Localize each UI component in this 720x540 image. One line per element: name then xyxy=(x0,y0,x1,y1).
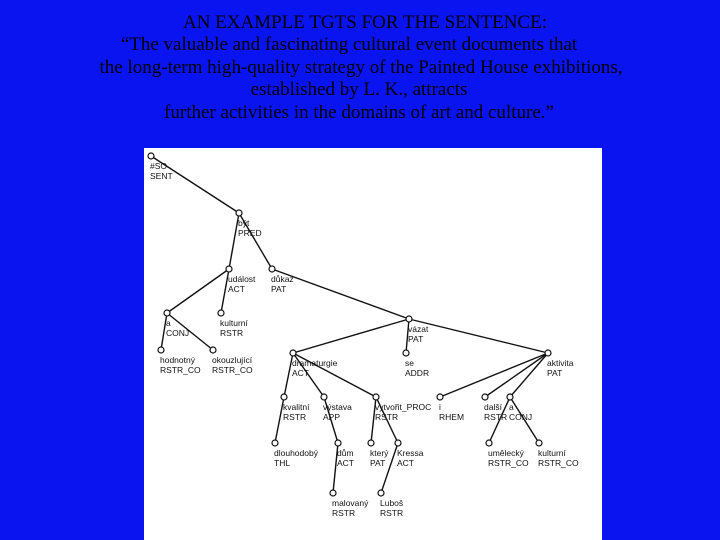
tree-node-label xyxy=(370,448,388,468)
node-lemma: malovaný xyxy=(332,498,369,508)
node-lemma: kulturní xyxy=(538,448,566,458)
tree-node-circle xyxy=(321,394,327,400)
tree-node-label xyxy=(271,274,294,294)
tree-node-label xyxy=(238,218,262,238)
tree-node-label xyxy=(166,318,189,338)
tree-node-label xyxy=(488,448,529,468)
tree-node-label xyxy=(375,402,431,422)
node-lemma: okouzlující xyxy=(212,355,253,365)
node-functor: RSTR xyxy=(484,412,508,422)
node-functor: SENT xyxy=(150,171,173,181)
node-lemma: i xyxy=(439,402,441,412)
tree-node-label xyxy=(538,448,579,468)
node-functor: ACT xyxy=(337,458,354,468)
node-lemma: aktivita xyxy=(547,358,574,368)
node-functor: ACT xyxy=(397,458,414,468)
node-functor: RSTR_CO xyxy=(212,365,253,375)
tree-node-label xyxy=(509,402,532,422)
tree-node-label xyxy=(228,274,255,294)
node-functor: THL xyxy=(274,458,291,468)
node-lemma: umělecký xyxy=(488,448,524,458)
title-line-3: the long-term high-quality strategy of the Painted House exhibitions, xyxy=(99,56,623,78)
node-functor: PAT xyxy=(408,334,424,344)
title-line-4: established by L. K., attracts xyxy=(250,79,468,101)
tree-node-circle xyxy=(373,394,379,400)
node-lemma: #SO xyxy=(150,161,168,171)
node-functor: RSTR xyxy=(283,412,307,422)
node-lemma: se xyxy=(405,358,414,368)
tree-node-label xyxy=(212,355,253,375)
tree-node-circle xyxy=(545,350,551,356)
node-lemma: a xyxy=(509,402,514,412)
node-functor: APP xyxy=(323,412,341,422)
tree-edge xyxy=(293,319,409,353)
tree-node-circle xyxy=(486,440,492,446)
node-lemma: dům xyxy=(337,448,354,458)
tree-node-circle xyxy=(536,440,542,446)
node-lemma: Kressa xyxy=(397,448,424,458)
tree-node-circle xyxy=(395,440,401,446)
tree-node-label xyxy=(397,448,423,468)
node-lemma: hodnotný xyxy=(160,355,195,365)
tree-node-circle xyxy=(148,153,154,159)
node-lemma: který xyxy=(370,448,389,458)
node-functor: RSTR_CO xyxy=(538,458,579,468)
tree-edge xyxy=(409,319,548,353)
tree-node-label xyxy=(220,318,248,338)
node-functor: PAT xyxy=(547,368,563,378)
tree-node-circle xyxy=(236,210,242,216)
node-lemma: dlouhodobý xyxy=(274,448,318,458)
tree-node-label xyxy=(150,161,173,181)
tree-node-circle xyxy=(290,350,296,356)
tree-node-label xyxy=(283,402,309,422)
node-lemma: výstava xyxy=(323,402,352,412)
tree-node-circle xyxy=(272,440,278,446)
tree-node-circle xyxy=(210,347,216,353)
dependency-tree-panel xyxy=(144,148,602,540)
tree-node-label xyxy=(439,402,464,422)
node-functor: RSTR xyxy=(220,328,244,338)
tree-edge xyxy=(167,269,229,313)
tree-node-circle xyxy=(281,394,287,400)
node-functor: ACT xyxy=(228,284,245,294)
tree-node-circle xyxy=(269,266,275,272)
node-lemma: dramaturgie xyxy=(292,358,338,368)
tree-node-label xyxy=(380,498,403,518)
tree-node-label xyxy=(292,358,337,378)
tree-node-label xyxy=(337,448,354,468)
node-functor: PAT xyxy=(370,458,386,468)
tree-node-circle xyxy=(378,490,384,496)
tree-node-circle xyxy=(507,394,513,400)
tree-node-circle xyxy=(330,490,336,496)
title-line-1: AN EXAMPLE TGTS FOR THE SENTENCE: xyxy=(182,12,547,33)
tree-node-label xyxy=(547,358,573,378)
tree-node-circle xyxy=(226,266,232,272)
node-functor: PRED xyxy=(238,228,262,238)
tree-node-circle xyxy=(406,316,412,322)
tree-node-label xyxy=(332,498,368,518)
node-functor: RSTR xyxy=(332,508,356,518)
node-functor: RSTR xyxy=(380,508,404,518)
tree-node-label xyxy=(323,402,352,422)
node-lemma: vytvořit_PROC xyxy=(375,402,432,412)
title-line-2: “The valuable and fascinating cultural event documents that xyxy=(120,34,578,56)
node-lemma: a xyxy=(166,318,171,328)
node-lemma: kvalitní xyxy=(283,402,310,412)
tree-node-circle xyxy=(437,394,443,400)
tree-edges xyxy=(144,148,602,540)
tree-node-circle xyxy=(403,350,409,356)
title-line-5: further activities in the domains of art and culture.” xyxy=(164,101,554,123)
node-functor: RSTR_CO xyxy=(160,365,201,375)
tree-node-circle xyxy=(482,394,488,400)
node-functor: ADDR xyxy=(405,368,430,378)
node-lemma: Luboš xyxy=(380,498,404,508)
node-lemma: důkaz xyxy=(271,274,294,284)
tree-node-label xyxy=(274,448,318,468)
tree-node-label xyxy=(160,355,201,375)
tree-node-label xyxy=(408,324,428,344)
tree-node-circle xyxy=(335,440,341,446)
tree-node-circle xyxy=(158,347,164,353)
node-lemma: být xyxy=(238,218,250,228)
node-lemma: vázat xyxy=(408,324,429,334)
node-lemma: další xyxy=(484,402,502,412)
node-functor: PAT xyxy=(271,284,287,294)
node-functor: RHEM xyxy=(439,412,465,422)
node-functor: RSTR xyxy=(375,412,399,422)
tree-node-label xyxy=(484,402,507,422)
node-lemma: událost xyxy=(228,274,256,284)
slide-title xyxy=(0,12,720,124)
node-functor: ACT xyxy=(292,368,309,378)
tree-node-circle xyxy=(218,310,224,316)
tree-node-label xyxy=(405,358,429,378)
node-lemma: kulturní xyxy=(220,318,248,328)
tree-node-circle xyxy=(368,440,374,446)
tree-node-circle xyxy=(164,310,170,316)
node-functor: CONJ xyxy=(166,328,190,338)
node-functor: CONJ xyxy=(509,412,533,422)
node-functor: RSTR_CO xyxy=(488,458,529,468)
